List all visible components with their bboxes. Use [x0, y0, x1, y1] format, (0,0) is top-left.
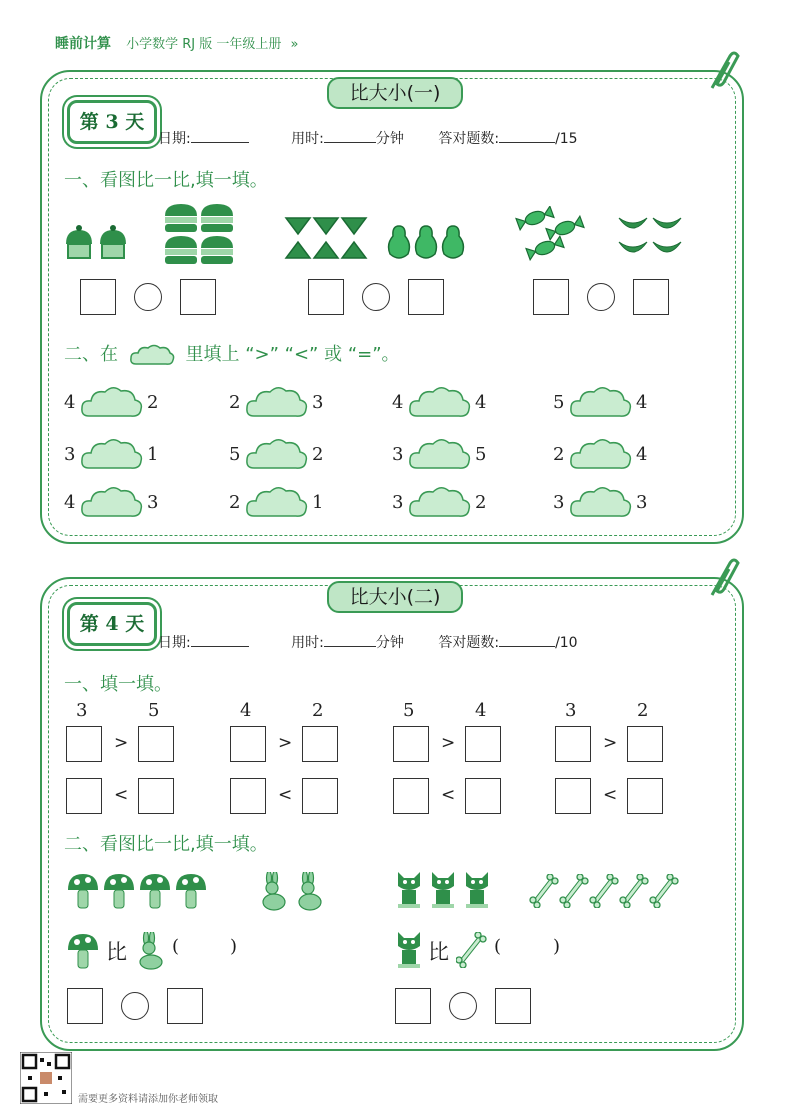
answer-box[interactable] [180, 279, 216, 315]
answer-box[interactable] [393, 778, 429, 814]
subject-label: 小学数学 RJ 版 一年级上册 [126, 37, 282, 52]
cloud-answer-field[interactable] [79, 484, 145, 520]
answer-box[interactable] [230, 778, 266, 814]
burger-icon [163, 202, 237, 266]
cloud-answer-field[interactable] [568, 436, 634, 472]
answer-circle[interactable] [134, 283, 162, 311]
left-number: 4 [64, 492, 76, 513]
date-field[interactable] [191, 632, 249, 647]
total-count: /10 [555, 635, 578, 651]
pair-first-number: 3 [76, 700, 88, 721]
right-number: 4 [475, 392, 487, 413]
left-number: 3 [392, 492, 404, 513]
cloud-answer-field[interactable] [79, 436, 145, 472]
answer-box[interactable] [138, 726, 174, 762]
candy-icon [515, 206, 589, 264]
right-number: 3 [312, 392, 324, 413]
answer-box[interactable] [67, 988, 103, 1024]
time-label: 用时: [291, 635, 324, 651]
total-count: /15 [555, 131, 578, 147]
day4-badge: 第 4 天 [67, 602, 157, 646]
day3-section1-heading: 一、看图比一比,填一填。 [64, 170, 268, 191]
date-label: 日期: [158, 131, 191, 147]
answer-box[interactable] [66, 778, 102, 814]
answer-circle[interactable] [587, 283, 615, 311]
left-number: 3 [553, 492, 565, 513]
bone-icon [456, 932, 488, 968]
right-number: 3 [636, 492, 648, 513]
less-than-sign: < [603, 785, 618, 805]
day4-title: 比大小(二) [327, 581, 463, 613]
header-arrow-icon: » [290, 37, 299, 52]
melon-rind-icon [617, 214, 685, 264]
right-number: 1 [312, 492, 324, 513]
time-label: 用时: [291, 131, 324, 147]
answer-box[interactable] [138, 778, 174, 814]
qr-code-icon [20, 1052, 72, 1104]
correct-field[interactable] [499, 128, 555, 143]
pair-second-number: 5 [148, 700, 160, 721]
answer-box[interactable] [167, 988, 203, 1024]
cupcake-icon [63, 222, 133, 264]
cloud-answer-field[interactable] [407, 436, 473, 472]
right-number: 1 [147, 444, 159, 465]
day4-meta [158, 632, 578, 652]
rabbit-icon [134, 932, 170, 970]
answer-box[interactable] [627, 778, 663, 814]
answer-box[interactable] [465, 778, 501, 814]
greater-than-sign: > [114, 733, 129, 753]
correct-label: 答对题数: [438, 131, 500, 147]
paren-close: ) [230, 936, 238, 957]
right-number: 2 [475, 492, 487, 513]
time-field[interactable] [324, 128, 376, 143]
cloud-answer-field[interactable] [79, 384, 145, 420]
left-number: 4 [392, 392, 404, 413]
time-field[interactable] [324, 632, 376, 647]
watermelon-slice-icon [284, 214, 368, 262]
time-unit: 分钟 [375, 635, 404, 651]
cloud-answer-field[interactable] [244, 436, 310, 472]
answer-box[interactable] [555, 778, 591, 814]
answer-box[interactable] [302, 778, 338, 814]
paren-open: ( [494, 936, 502, 957]
pair-first-number: 3 [565, 700, 577, 721]
cloud-answer-field[interactable] [568, 484, 634, 520]
answer-box[interactable] [633, 279, 669, 315]
compare-word: 比 [106, 940, 127, 964]
day3-title: 比大小(一) [327, 77, 463, 109]
answer-box[interactable] [395, 988, 431, 1024]
cloud-answer-field[interactable] [568, 384, 634, 420]
correct-label: 答对题数: [438, 635, 500, 651]
correct-field[interactable] [499, 632, 555, 647]
left-number: 3 [392, 444, 404, 465]
pair-first-number: 5 [403, 700, 415, 721]
answer-box[interactable] [80, 279, 116, 315]
bone-icon [528, 874, 684, 908]
cloud-icon [128, 342, 176, 368]
left-number: 5 [229, 444, 241, 465]
answer-box[interactable] [308, 279, 344, 315]
right-number: 3 [147, 492, 159, 513]
left-number: 4 [64, 392, 76, 413]
series-title: 睡前计算 [55, 36, 111, 52]
greater-than-sign: > [441, 733, 456, 753]
left-number: 2 [229, 492, 241, 513]
time-unit: 分钟 [375, 131, 404, 147]
answer-box[interactable] [495, 988, 531, 1024]
right-number: 5 [475, 444, 487, 465]
pair-second-number: 2 [312, 700, 324, 721]
right-number: 2 [312, 444, 324, 465]
rabbit-icon [255, 872, 327, 912]
date-label: 日期: [158, 635, 191, 651]
answer-box[interactable] [408, 279, 444, 315]
left-number: 2 [229, 392, 241, 413]
answer-box[interactable] [533, 279, 569, 315]
cloud-answer-field[interactable] [244, 384, 310, 420]
answer-box[interactable] [393, 726, 429, 762]
cloud-answer-field[interactable] [407, 484, 473, 520]
answer-box[interactable] [66, 726, 102, 762]
page-header [55, 33, 298, 53]
answer-paren-field[interactable] [193, 940, 225, 960]
answer-box[interactable] [627, 726, 663, 762]
pear-icon [386, 220, 466, 264]
section2-pre: 二、在 [64, 344, 118, 365]
answer-box[interactable] [302, 726, 338, 762]
paren-open: ( [172, 936, 180, 957]
mushroom-icon [66, 872, 208, 912]
answer-box[interactable] [465, 726, 501, 762]
day3-section2-heading [64, 340, 400, 368]
less-than-sign: < [278, 785, 293, 805]
paren-close: ) [553, 936, 561, 957]
left-number: 5 [553, 392, 565, 413]
dog-icon [394, 928, 424, 970]
day4-section1-heading: 一、填一填。 [64, 674, 172, 695]
answer-box[interactable] [230, 726, 266, 762]
greater-than-sign: > [603, 733, 618, 753]
pair-second-number: 2 [637, 700, 649, 721]
answer-circle[interactable] [362, 283, 390, 311]
answer-circle[interactable] [449, 992, 477, 1020]
footer-text: 需要更多资料请添加你老师领取 [78, 1094, 218, 1105]
day3-badge: 第 3 天 [67, 100, 157, 144]
date-field[interactable] [191, 128, 249, 143]
answer-paren-field[interactable] [515, 940, 547, 960]
paperclip-icon [702, 48, 742, 94]
right-number: 4 [636, 392, 648, 413]
right-number: 4 [636, 444, 648, 465]
day3-meta [158, 128, 578, 148]
day4-section2-heading: 二、看图比一比,填一填。 [64, 834, 268, 855]
cloud-answer-field[interactable] [407, 384, 473, 420]
left-number: 2 [553, 444, 565, 465]
greater-than-sign: > [278, 733, 293, 753]
mushroom-icon [66, 932, 100, 970]
right-number: 2 [147, 392, 159, 413]
answer-circle[interactable] [121, 992, 149, 1020]
cloud-answer-field[interactable] [244, 484, 310, 520]
less-than-sign: < [114, 785, 129, 805]
left-number: 3 [64, 444, 76, 465]
paperclip-icon [702, 555, 742, 601]
pair-second-number: 4 [475, 700, 487, 721]
pair-first-number: 4 [240, 700, 252, 721]
dog-icon [394, 868, 494, 912]
compare-word: 比 [428, 940, 449, 964]
section2-post: 里填上 “>” “<” 或 “=”。 [185, 344, 400, 365]
less-than-sign: < [441, 785, 456, 805]
answer-box[interactable] [555, 726, 591, 762]
